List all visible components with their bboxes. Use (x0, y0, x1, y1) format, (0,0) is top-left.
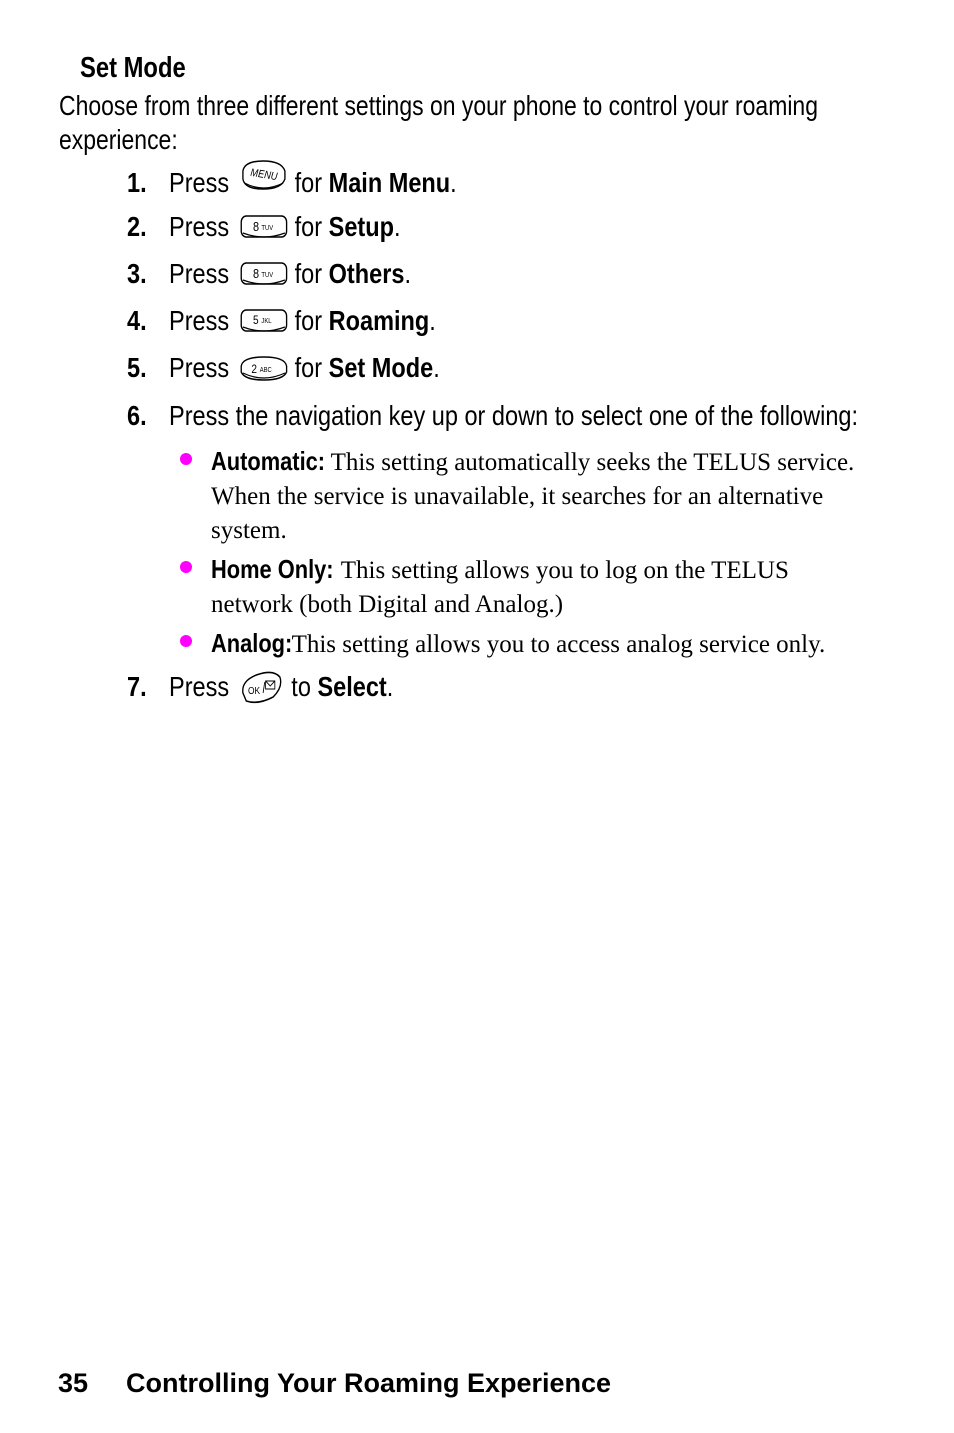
key-8-tuv-icon (239, 213, 288, 241)
option-description: This setting allows you to log on the TELUS network (both Digital and Analog.) (211, 557, 789, 618)
svg-text:2: 2 (250, 363, 257, 377)
step-target: Select (317, 671, 387, 702)
step-number: 6. (127, 400, 147, 431)
page-footer (58, 1368, 611, 1399)
bullet-icon (180, 561, 192, 573)
svg-text:MENU: MENU (249, 167, 278, 184)
key-5-jkl-icon (239, 307, 288, 335)
step-press: Press (169, 258, 230, 289)
option-label: Home Only: (211, 554, 334, 584)
svg-text:8: 8 (252, 266, 259, 282)
svg-text:ABC: ABC (259, 366, 272, 375)
ok-key-icon (239, 669, 284, 705)
bullet-icon (180, 453, 192, 465)
step-press: Press (169, 352, 230, 383)
step-connector: for (294, 258, 323, 289)
svg-text:5: 5 (252, 314, 259, 328)
step-connector: for (294, 352, 323, 383)
step-connector: for (294, 167, 323, 198)
option-description: This setting automatically seeks the TELUS service. When the service is unavailable, it searches for an alternative system. (211, 449, 855, 544)
step-number: 2. (127, 211, 147, 242)
chapter-title: Controlling Your Roaming Experience (126, 1368, 612, 1398)
svg-text:8: 8 (252, 219, 259, 235)
step-1: 1. Press MENU for Main Menu . (127, 163, 457, 203)
step-connector: to (291, 671, 311, 702)
step-2: 2. Press 8 TUV for Setup . (127, 211, 401, 242)
step-5: 5. Press 2 ABC for Set Mode . (127, 352, 440, 383)
step-6 (127, 396, 858, 436)
svg-text:TUV: TUV (261, 271, 273, 280)
step-number: 5. (127, 352, 147, 383)
step-connector: for (294, 305, 323, 336)
option-label: Analog: (211, 628, 293, 658)
step-target: Main Menu (328, 167, 451, 198)
step-press: Press (169, 167, 230, 198)
section-title: Set Mode (80, 52, 186, 84)
key-2-abc-icon (239, 354, 288, 382)
page-number: 35 (58, 1368, 89, 1398)
option-label: Automatic: (211, 446, 326, 476)
step-target: Others (328, 258, 405, 289)
step-connector: for (294, 211, 323, 242)
step-number: 1. (127, 167, 147, 198)
option-description: This setting allows you to access analog service only. (291, 631, 826, 658)
step-3: 3. Press 8 TUV for Others . (127, 258, 411, 289)
step-press: Press (169, 305, 230, 336)
step-press: Press (169, 211, 230, 242)
step-target: Setup (328, 211, 394, 242)
step-text: Press the navigation key up or down to select one of the following: (169, 400, 859, 431)
step-number: 3. (127, 258, 147, 289)
step-7: 7. Press OK to Select . (127, 667, 393, 707)
step-target: Set Mode (328, 352, 434, 383)
intro-paragraph: Choose from three different settings on your phone to control your roaming experience: (59, 90, 818, 155)
step-press: Press (169, 671, 230, 702)
svg-text:JKL: JKL (261, 317, 272, 326)
bullet-icon (180, 635, 192, 647)
step-target: Roaming (328, 305, 430, 336)
step-number: 4. (127, 305, 147, 336)
step-number: 7. (127, 671, 147, 702)
step-4: 4. Press 5 JKL for Roaming . (127, 305, 436, 336)
svg-text:TUV: TUV (261, 224, 273, 233)
svg-text:OK: OK (247, 685, 260, 697)
key-8-tuv-icon (239, 260, 288, 288)
menu-key-icon (239, 157, 288, 195)
